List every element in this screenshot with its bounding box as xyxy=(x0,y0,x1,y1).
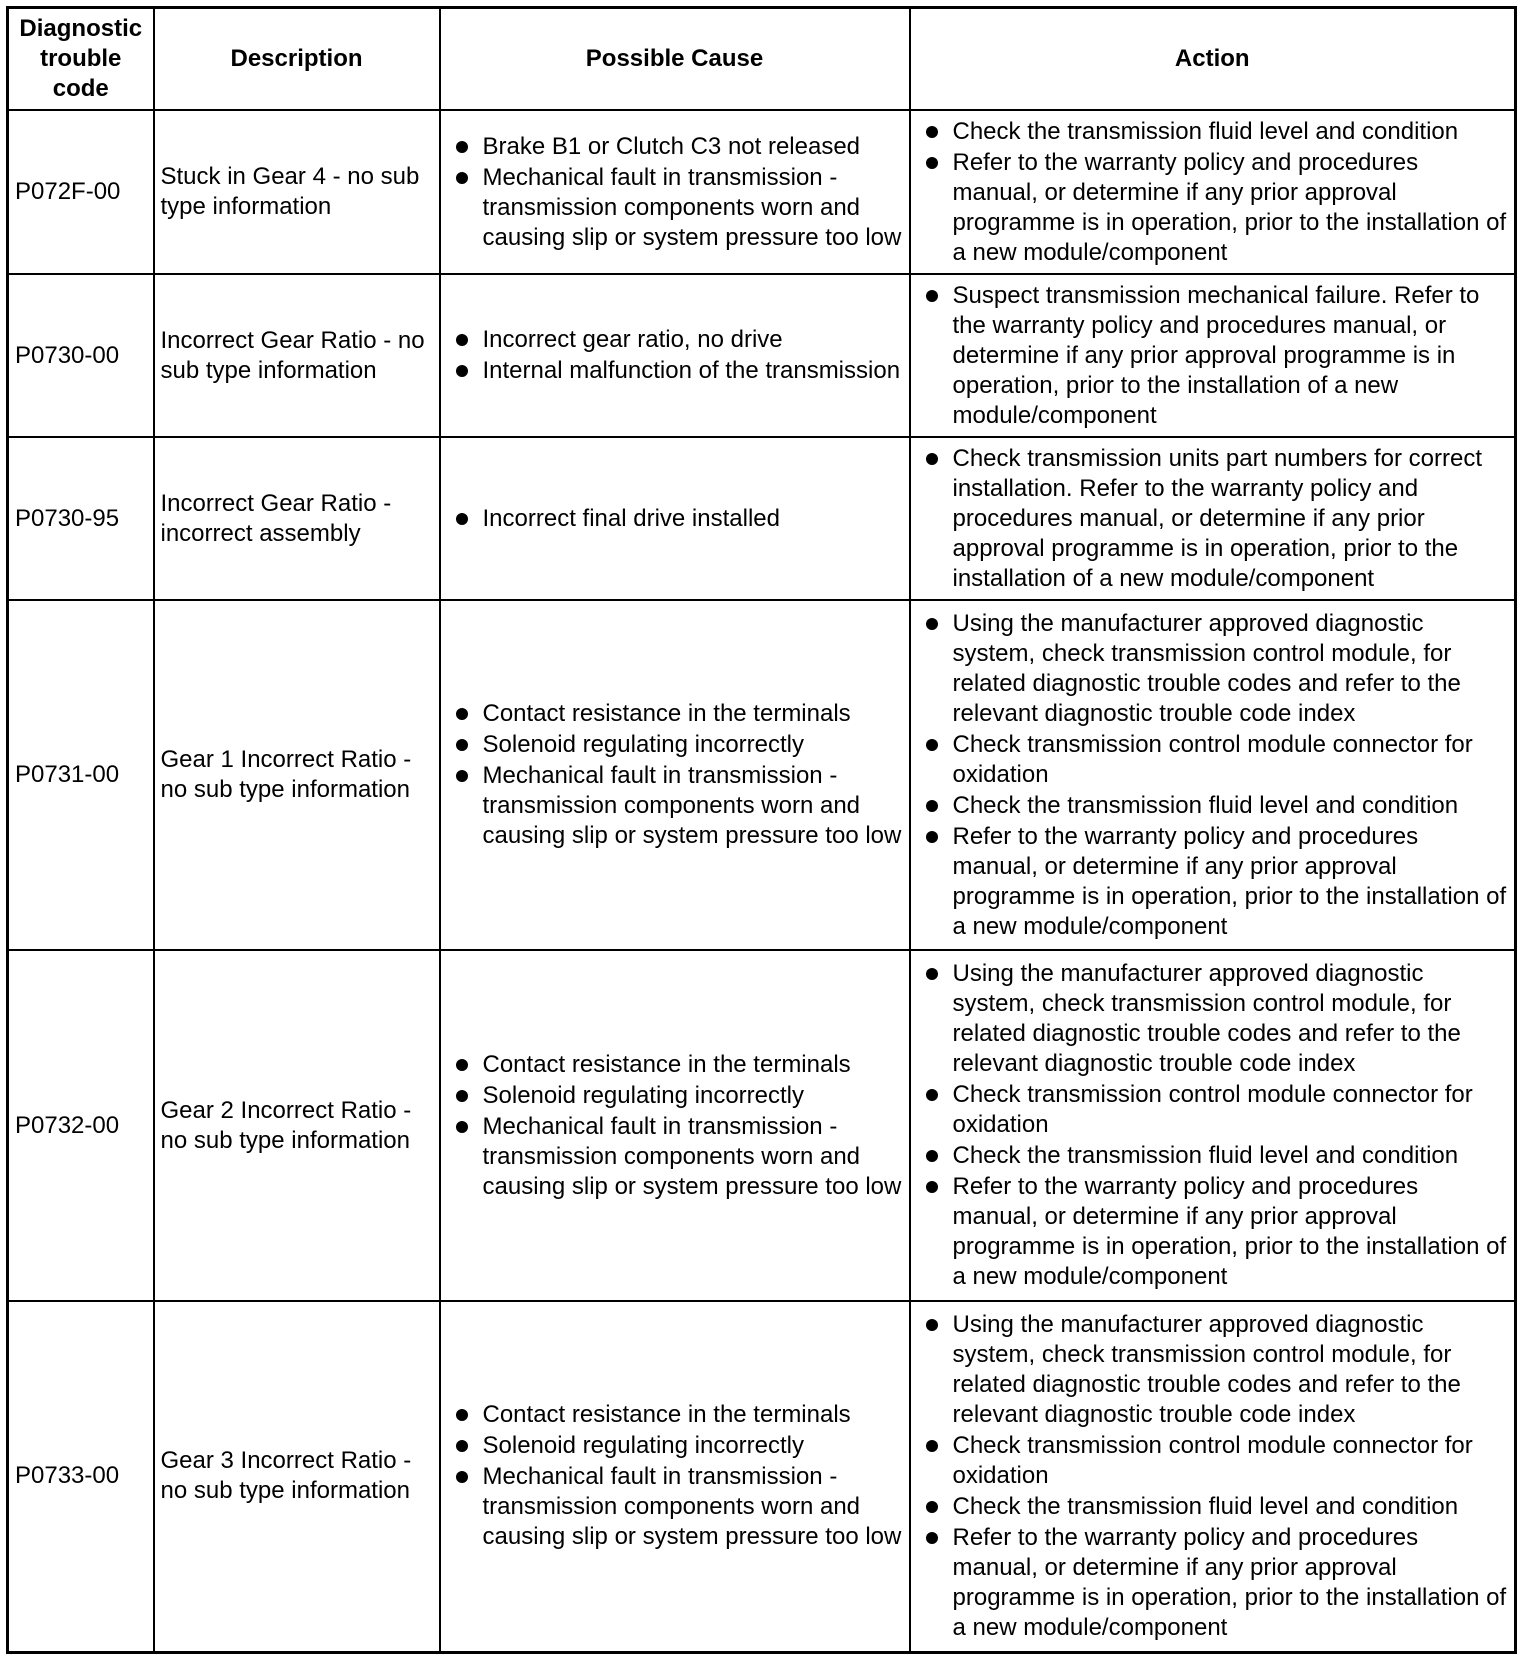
bullet-icon xyxy=(456,708,468,720)
cause-item xyxy=(447,730,903,760)
dtc-description: Stuck in Gear 4 - no sub type information xyxy=(154,110,440,274)
action-item xyxy=(917,1431,1509,1491)
table-row xyxy=(8,274,1516,437)
action-item xyxy=(917,1141,1509,1171)
action-item-text: Using the manufacturer approved diagnostic system, check transmission control module, for related diagnostic trouble codes and refer to the relevant diagnostic trouble code index xyxy=(952,609,1461,727)
dtc-description: Gear 1 Incorrect Ratio - no sub type information xyxy=(154,600,440,950)
possible-cause-cell xyxy=(440,1301,910,1652)
cause-item-text: Contact resistance in the terminals xyxy=(482,1050,851,1078)
bullet-icon xyxy=(926,1089,938,1101)
action-cell-list xyxy=(917,1310,1509,1643)
dtc-code: P0731-00 xyxy=(8,600,154,950)
action-item xyxy=(917,148,1509,268)
bullet-icon xyxy=(456,1059,468,1071)
cause-item-text: Mechanical fault in transmission - transmission components worn and causing slip or system pressure too low xyxy=(482,163,902,251)
cause-item-text: Incorrect gear ratio, no drive xyxy=(482,326,783,353)
dtc-code: P0732-00 xyxy=(8,950,154,1301)
bullet-icon xyxy=(926,739,938,751)
action-item xyxy=(917,959,1509,1079)
bullet-icon xyxy=(926,1181,938,1193)
bullet-icon xyxy=(926,157,938,169)
cause-item-text: Solenoid regulating incorrectly xyxy=(482,1081,805,1109)
cause-item-text: Internal malfunction of the transmission xyxy=(482,357,901,384)
action-cell-list xyxy=(917,609,1509,942)
action-item xyxy=(917,444,1509,594)
bullet-icon xyxy=(456,513,468,525)
bullet-icon xyxy=(926,1319,938,1331)
header-description: Description xyxy=(154,8,440,111)
action-item xyxy=(917,281,1509,431)
action-cell xyxy=(910,110,1516,274)
bullet-icon xyxy=(926,831,938,843)
cause-item xyxy=(447,1050,903,1080)
cause-item-text: Solenoid regulating incorrectly xyxy=(482,1432,805,1460)
action-item xyxy=(917,1172,1509,1292)
bullet-icon xyxy=(456,334,468,346)
bullet-icon xyxy=(456,172,468,184)
cause-item-text: Solenoid regulating incorrectly xyxy=(482,731,805,758)
action-cell-list xyxy=(917,959,1509,1292)
possible-cause-cell xyxy=(440,600,910,950)
possible-cause-cell-list xyxy=(447,699,903,851)
action-cell-list xyxy=(917,281,1509,431)
action-item xyxy=(917,822,1509,942)
cause-item xyxy=(447,699,903,729)
bullet-icon xyxy=(926,126,938,138)
bullet-icon xyxy=(456,141,468,153)
action-item xyxy=(917,1523,1509,1643)
bullet-icon xyxy=(926,1532,938,1544)
table-row xyxy=(8,437,1516,600)
cause-item-text: Mechanical fault in transmission - transmission components worn and causing slip or system pressure too low xyxy=(482,762,902,849)
dtc-table-frame xyxy=(6,6,1514,1652)
action-item-text: Refer to the warranty policy and procedures manual, or determine if any prior approval programme is in operation, prior to the installation of a new module/component xyxy=(952,1173,1507,1290)
possible-cause-cell-list xyxy=(447,1050,903,1202)
cause-item xyxy=(447,761,903,851)
action-item-text: Check transmission control module connector for oxidation xyxy=(952,730,1473,788)
dtc-code: P072F-00 xyxy=(8,110,154,274)
action-item xyxy=(917,1080,1509,1140)
bullet-icon xyxy=(926,800,938,812)
action-item-text: Check the transmission fluid level and condition xyxy=(952,1492,1459,1520)
action-cell xyxy=(910,274,1516,437)
action-item xyxy=(917,730,1509,790)
table-body xyxy=(8,110,1516,1652)
bullet-icon xyxy=(456,1090,468,1102)
action-item-text: Using the manufacturer approved diagnostic system, check transmission control module, for related diagnostic trouble codes and refer to the relevant diagnostic trouble code index xyxy=(952,1310,1461,1428)
action-cell-list xyxy=(917,444,1509,594)
table-row xyxy=(8,110,1516,274)
dtc-code: P0733-00 xyxy=(8,1301,154,1652)
cause-item-text: Incorrect final drive installed xyxy=(482,504,780,532)
bullet-icon xyxy=(456,739,468,751)
cause-item xyxy=(447,504,903,534)
cause-item-text: Brake B1 or Clutch C3 not released xyxy=(482,132,861,160)
action-cell-list xyxy=(917,117,1509,268)
bullet-icon xyxy=(926,968,938,980)
action-item xyxy=(917,609,1509,729)
action-item xyxy=(917,1492,1509,1522)
action-item-text: Check transmission control module connector for oxidation xyxy=(952,1081,1473,1138)
action-item-text: Suspect transmission mechanical failure. Refer to the warranty policy and procedures manual, or determine if any prior approval programme is in operation, prior to the installation of a new module/component xyxy=(952,281,1480,429)
cause-item-text: Contact resistance in the terminals xyxy=(482,1401,851,1429)
header-action: Action xyxy=(910,8,1516,111)
action-item-text: Check the transmission fluid level and condition xyxy=(952,1142,1459,1169)
cause-item xyxy=(447,325,903,355)
bullet-icon xyxy=(456,1409,468,1421)
action-cell xyxy=(910,1301,1516,1652)
dtc-code: P0730-95 xyxy=(8,437,154,600)
cause-item xyxy=(447,1112,903,1202)
bullet-icon xyxy=(456,1440,468,1452)
action-item-text: Refer to the warranty policy and procedures manual, or determine if any prior approval programme is in operation, prior to the installation of a new module/component xyxy=(952,148,1507,266)
cause-item xyxy=(447,1462,903,1552)
action-item-text: Check the transmission fluid level and condition xyxy=(952,791,1459,819)
possible-cause-cell-list xyxy=(447,504,903,534)
bullet-icon xyxy=(926,1501,938,1513)
action-item-text: Refer to the warranty policy and procedures manual, or determine if any prior approval programme is in operation, prior to the installation of a new module/component xyxy=(952,822,1507,940)
cause-item-text: Mechanical fault in transmission - transmission components worn and causing slip or system pressure too low xyxy=(482,1112,902,1200)
action-item-text: Using the manufacturer approved diagnostic system, check transmission control module, for related diagnostic trouble codes and refer to the relevant diagnostic trouble code index xyxy=(952,960,1461,1077)
header-row xyxy=(8,8,1516,111)
possible-cause-cell-list xyxy=(447,325,903,386)
action-item xyxy=(917,1310,1509,1430)
action-item-text: Refer to the warranty policy and procedures manual, or determine if any prior approval programme is in operation, prior to the installation of a new module/component xyxy=(952,1523,1507,1641)
dtc-description: Gear 3 Incorrect Ratio - no sub type information xyxy=(154,1301,440,1652)
action-item xyxy=(917,117,1509,147)
cause-item xyxy=(447,356,903,386)
possible-cause-cell xyxy=(440,437,910,600)
action-cell xyxy=(910,600,1516,950)
bullet-icon xyxy=(456,365,468,377)
cause-item xyxy=(447,1081,903,1111)
dtc-description: Incorrect Gear Ratio - incorrect assembly xyxy=(154,437,440,600)
cause-item xyxy=(447,1431,903,1461)
dtc-description: Incorrect Gear Ratio - no sub type information xyxy=(154,274,440,437)
table-row xyxy=(8,1301,1516,1652)
table-row xyxy=(8,950,1516,1301)
dtc-table xyxy=(6,6,1517,1654)
cause-item xyxy=(447,163,903,253)
action-item-text: Check the transmission fluid level and condition xyxy=(952,117,1459,145)
bullet-icon xyxy=(926,290,938,302)
action-item-text: Check transmission units part numbers for correct installation. Refer to the warranty policy and procedures manual, or determine if any prior approval programme is in operation, prior to the installation of a new module/component xyxy=(952,444,1483,592)
possible-cause-cell xyxy=(440,110,910,274)
bullet-icon xyxy=(926,618,938,630)
action-cell xyxy=(910,950,1516,1301)
action-item-text: Check transmission control module connector for oxidation xyxy=(952,1431,1473,1489)
bullet-icon xyxy=(926,1440,938,1452)
cause-item-text: Contact resistance in the terminals xyxy=(482,700,851,727)
possible-cause-cell xyxy=(440,950,910,1301)
possible-cause-cell xyxy=(440,274,910,437)
bullet-icon xyxy=(926,1150,938,1162)
bullet-icon xyxy=(926,453,938,465)
bullet-icon xyxy=(456,1471,468,1483)
cause-item xyxy=(447,132,903,162)
cause-item-text: Mechanical fault in transmission - transmission components worn and causing slip or system pressure too low xyxy=(482,1463,902,1551)
dtc-description: Gear 2 Incorrect Ratio - no sub type information xyxy=(154,950,440,1301)
header-cause: Possible Cause xyxy=(440,8,910,111)
cause-item xyxy=(447,1400,903,1430)
action-cell xyxy=(910,437,1516,600)
bullet-icon xyxy=(456,1121,468,1133)
dtc-code: P0730-00 xyxy=(8,274,154,437)
action-item xyxy=(917,791,1509,821)
header-code: Diagnostic trouble code xyxy=(8,8,154,111)
bullet-icon xyxy=(456,770,468,782)
possible-cause-cell-list xyxy=(447,132,903,253)
possible-cause-cell-list xyxy=(447,1400,903,1552)
table-row xyxy=(8,600,1516,950)
